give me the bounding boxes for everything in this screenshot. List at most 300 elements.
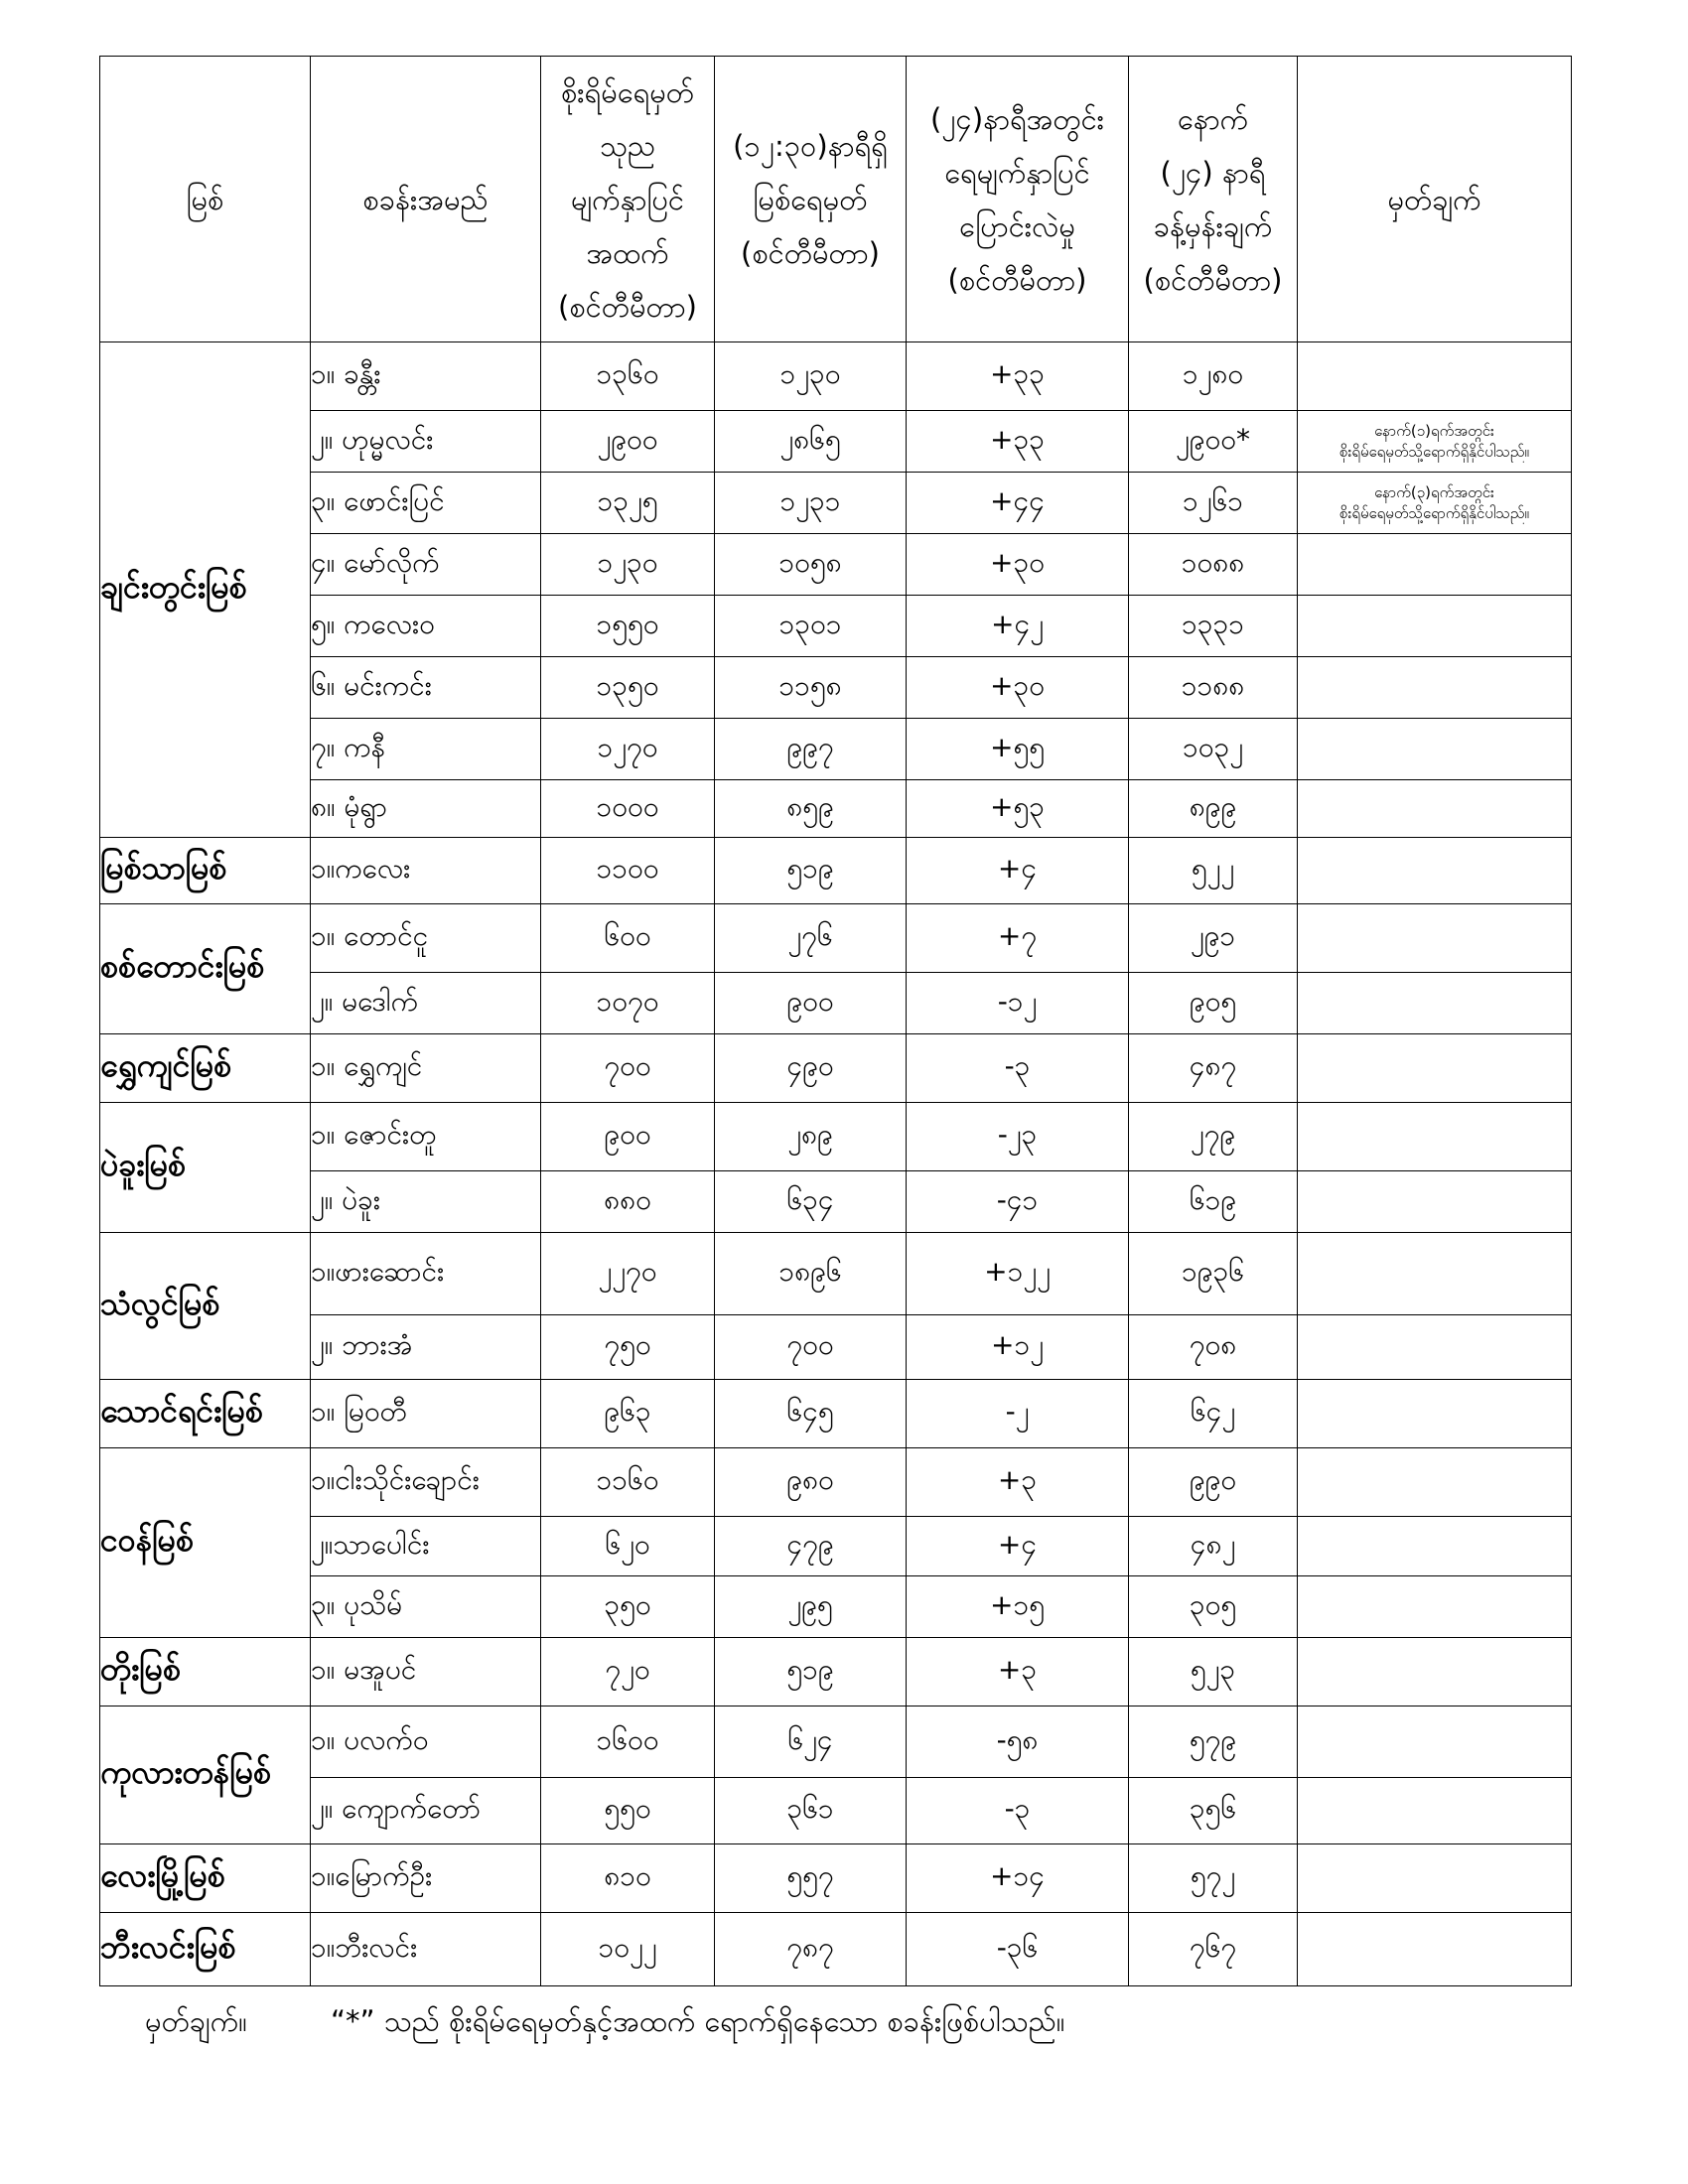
danger-level-cell — [541, 1913, 715, 1986]
header-line: (၂၄) နာရီ — [1160, 155, 1266, 190]
forecast-level: ၄၈၂ — [1190, 1527, 1236, 1561]
level-change: -၅၈ — [996, 1722, 1039, 1756]
water-level: ၂၈၉ — [787, 1118, 833, 1151]
river-name: သောင်ရင်းမြစ် — [100, 1392, 263, 1430]
water-level: ၁၂၃၀ — [779, 357, 841, 390]
danger-level: ၁၃၂၅ — [597, 483, 658, 517]
water-level: ၆၂၄ — [787, 1722, 833, 1756]
station-name: ၁။ငါးသိုင်းချောင်း — [311, 1463, 480, 1496]
station-name-cell — [311, 1315, 541, 1380]
station-name: ၂။ ပဲခူး — [311, 1182, 380, 1216]
header-line: ခန့်မှန်းချက် — [1153, 208, 1273, 243]
river-name-cell — [100, 1448, 311, 1638]
remark-line: နောက်(၃)ရက်အတွင်း — [1374, 482, 1494, 501]
danger-level-cell — [541, 411, 715, 473]
forecast-level: ၁၁၈၈ — [1181, 668, 1245, 702]
station-name: ၁။ဖားဆောင်း — [311, 1255, 445, 1288]
remark-cell — [1298, 1844, 1572, 1913]
remark-line: နောက်(၁)ရက်အတွင်း — [1374, 421, 1494, 440]
forecast-level-cell — [1129, 1233, 1298, 1315]
remark-cell — [1298, 1706, 1572, 1778]
level-change: +၄၄ — [990, 483, 1045, 517]
level-change-cell — [907, 1233, 1129, 1315]
station-name-cell — [311, 1034, 541, 1103]
water-level-cell — [715, 1103, 907, 1171]
header-line: မျက်နှာပြင် — [571, 182, 684, 216]
table-row — [100, 1913, 1572, 1986]
header-line: ပြောင်းလဲမှု — [959, 208, 1075, 243]
level-change: +၃၀ — [990, 545, 1045, 579]
header-line: စခန်းအမည် — [362, 182, 489, 216]
forecast-level-cell — [1129, 1315, 1298, 1380]
header-line: နောက် — [1177, 101, 1249, 136]
forecast-level-cell — [1129, 473, 1298, 534]
station-name: ၁။ကလေး — [311, 852, 411, 885]
table-row — [100, 1638, 1572, 1706]
forecast-level: ၃၅၆ — [1189, 1792, 1237, 1825]
danger-level-cell — [541, 973, 715, 1034]
danger-level-cell — [541, 1380, 715, 1448]
footer-note-text: “*” သည် စိုးရိမ်ရေမှတ်နှင့်အထက် ရောက်ရှိနေသော စခန်းဖြစ်ပါသည်။ — [331, 2004, 1065, 2038]
remark-cell — [1298, 904, 1572, 973]
forecast-level-cell — [1129, 838, 1298, 904]
water-level: ၁၀၅၈ — [778, 545, 842, 579]
water-level-cell — [715, 1233, 907, 1315]
station-name-cell — [311, 657, 541, 719]
danger-level-cell — [541, 1103, 715, 1171]
station-name-cell — [311, 838, 541, 904]
level-change-cell — [907, 473, 1129, 534]
danger-level-cell — [541, 473, 715, 534]
remark-cell — [1298, 534, 1572, 596]
water-level-cell — [715, 1778, 907, 1844]
water-level-cell — [715, 411, 907, 473]
level-change: +၃ — [997, 1463, 1038, 1496]
table-row — [100, 1517, 1572, 1576]
water-level: ၁၂၃၁ — [779, 483, 841, 517]
level-change-cell — [907, 1517, 1129, 1576]
table-row — [100, 1171, 1572, 1233]
forecast-level-cell — [1129, 1844, 1298, 1913]
danger-level: ၈၈၀ — [604, 1182, 651, 1216]
station-name: ၁။ ရွှေကျင် — [311, 1049, 423, 1082]
forecast-level-cell — [1129, 534, 1298, 596]
river-name: လေးမြို့မြစ် — [100, 1856, 225, 1894]
level-change-cell — [907, 973, 1129, 1034]
forecast-level: ၁၂၈၀ — [1182, 357, 1244, 390]
forecast-level: ၉၉၀ — [1189, 1463, 1237, 1496]
water-level: ၂၇၆ — [787, 919, 833, 952]
danger-level: ၆၀၀ — [604, 919, 651, 952]
water-level: ၄၇၉ — [786, 1527, 834, 1561]
table-row — [100, 1233, 1572, 1315]
danger-level-cell — [541, 1517, 715, 1576]
level-change: +၅၅ — [990, 730, 1045, 763]
table-row — [100, 838, 1572, 904]
danger-level: ၂၉၀၀ — [597, 422, 658, 456]
level-change-cell — [907, 1171, 1129, 1233]
level-change: +၁၂၂ — [984, 1255, 1051, 1288]
river-name: သံလွင်မြစ် — [100, 1284, 220, 1322]
remark-cell — [1298, 719, 1572, 780]
forecast-level-cell — [1129, 1380, 1298, 1448]
table-row — [100, 657, 1572, 719]
danger-level: ၆၂၀ — [605, 1527, 650, 1561]
level-change-cell — [907, 780, 1129, 838]
forecast-level: ၁၉၃၆ — [1182, 1255, 1244, 1288]
station-name-cell — [311, 1778, 541, 1844]
water-level-cell — [715, 780, 907, 838]
forecast-level: ၁၀၃၂ — [1182, 730, 1243, 763]
river-name-cell — [100, 1103, 311, 1233]
water-level-cell — [715, 838, 907, 904]
danger-level: ၂၂၇၀ — [598, 1255, 657, 1288]
level-change: +၁၅ — [990, 1587, 1045, 1621]
header-line: မှတ်ချက် — [1387, 182, 1481, 216]
header-level-at-time — [715, 57, 907, 342]
danger-level: ၅၅၀ — [604, 1792, 651, 1825]
danger-level: ၇၂၀ — [605, 1653, 650, 1686]
level-change-cell — [907, 904, 1129, 973]
river-name: ချင်းတွင်းမြစ် — [100, 568, 247, 606]
level-change: +၁၂ — [991, 1328, 1044, 1361]
level-change-cell — [907, 1315, 1129, 1380]
header-remark — [1298, 57, 1572, 342]
river-name-cell — [100, 1844, 311, 1913]
forecast-level-cell — [1129, 973, 1298, 1034]
station-name-cell — [311, 904, 541, 973]
danger-level: ၁၃၅၀ — [596, 668, 659, 702]
danger-level-cell — [541, 1778, 715, 1844]
water-level: ၆၃၄ — [786, 1182, 834, 1216]
table-row — [100, 1844, 1572, 1913]
forecast-level-cell — [1129, 904, 1298, 973]
danger-level-cell — [541, 719, 715, 780]
remark-cell — [1298, 1517, 1572, 1576]
level-change-cell — [907, 342, 1129, 411]
level-change: +၄ — [997, 1527, 1038, 1561]
water-level: ၆၄၅ — [786, 1395, 834, 1428]
forecast-level-cell — [1129, 1576, 1298, 1638]
river-name: ဘီးလင်းမြစ် — [100, 1927, 236, 1966]
header-station — [311, 57, 541, 342]
header-line: (စင်တီမီတာ) — [947, 262, 1087, 297]
station-name: ၂။ ကျောက်တော် — [311, 1792, 482, 1825]
remark-cell — [1298, 973, 1572, 1034]
river-water-level-table — [99, 56, 1572, 1986]
water-level: ၈၅၉ — [786, 789, 834, 823]
station-name-cell — [311, 1638, 541, 1706]
header-forecast-24h — [1129, 57, 1298, 342]
river-name-cell — [100, 838, 311, 904]
danger-level: ၁၂၇၀ — [597, 730, 658, 763]
header-line: မြစ် — [186, 182, 224, 216]
remark-cell — [1298, 838, 1572, 904]
table-row — [100, 1315, 1572, 1380]
level-change: -၃ — [1004, 1792, 1031, 1825]
river-name-cell — [100, 1233, 311, 1380]
station-name-cell — [311, 411, 541, 473]
danger-level-cell — [541, 596, 715, 657]
header-line: (စင်တီမီတာ) — [1143, 262, 1283, 297]
remark-cell — [1298, 1103, 1572, 1171]
station-name: ၁။ မအူပင် — [311, 1653, 417, 1686]
forecast-level-cell — [1129, 1171, 1298, 1233]
danger-level-cell — [541, 1315, 715, 1380]
forecast-level-cell — [1129, 596, 1298, 657]
remark-line: စိုးရိမ်ရေမှတ်သို့ရောက်ရှိနိုင်ပါသည်။ — [1339, 503, 1529, 522]
river-name-cell — [100, 1034, 311, 1103]
station-name: ၁။ မြဝတီ — [311, 1395, 407, 1428]
danger-level: ၁၁၀၀ — [596, 852, 659, 885]
level-change: -၄၁ — [996, 1182, 1039, 1216]
forecast-level: ၁၂၆၁ — [1182, 483, 1243, 517]
river-name-cell — [100, 1380, 311, 1448]
footer-note-label: မှတ်ချက်။ — [145, 2004, 247, 2038]
river-name: မြစ်သာမြစ် — [100, 849, 227, 887]
forecast-level: ၅၂၂ — [1191, 852, 1235, 885]
level-change: +၁၄ — [990, 1859, 1045, 1892]
table-row — [100, 904, 1572, 973]
level-change: +၃၃ — [990, 422, 1045, 456]
station-name: ၁။ တောင်ငူ — [311, 919, 429, 952]
water-level: ၉၈၀ — [786, 1463, 834, 1496]
water-level-cell — [715, 1380, 907, 1448]
station-name-cell — [311, 534, 541, 596]
station-name: ၄။ မော်လိုက် — [311, 545, 440, 579]
remark-cell — [1298, 1448, 1572, 1517]
danger-level-cell — [541, 534, 715, 596]
header-line: ရေမျက်နှာပြင် — [944, 155, 1090, 190]
forecast-level-cell — [1129, 1638, 1298, 1706]
table-row — [100, 1448, 1572, 1517]
station-name: ၃။ ပုသိမ် — [311, 1587, 403, 1621]
header-line: (၂၄)နာရီအတွင်း — [929, 101, 1105, 136]
table-row — [100, 411, 1572, 473]
danger-level-cell — [541, 1706, 715, 1778]
level-change: -၂၃ — [997, 1118, 1038, 1151]
danger-level: ၁၁၆၀ — [596, 1463, 659, 1496]
forecast-level: ၈၉၉ — [1189, 789, 1237, 823]
station-name: ၁။ ပလက်ဝ — [311, 1722, 429, 1756]
level-change: -၃ — [1004, 1049, 1031, 1082]
level-change-cell — [907, 1034, 1129, 1103]
table-row — [100, 1576, 1572, 1638]
forecast-level: ၅၇၂ — [1190, 1859, 1236, 1892]
level-change: +၃ — [997, 1653, 1038, 1686]
water-level-cell — [715, 1034, 907, 1103]
water-level: ၅၅၇ — [786, 1859, 834, 1892]
table-row — [100, 473, 1572, 534]
water-level: ၁၃၀၁ — [778, 607, 842, 640]
forecast-level-cell — [1129, 1448, 1298, 1517]
remark-cell — [1298, 342, 1572, 411]
station-name-cell — [311, 973, 541, 1034]
danger-level-cell — [541, 1448, 715, 1517]
water-level: ၄၉၀ — [786, 1049, 834, 1082]
water-level-cell — [715, 1706, 907, 1778]
danger-level-cell — [541, 342, 715, 411]
forecast-level-cell — [1129, 780, 1298, 838]
table-row — [100, 1706, 1572, 1778]
danger-level: ၇၀၀ — [604, 1049, 651, 1082]
remark-cell — [1298, 1315, 1572, 1380]
station-name: ၂။သာပေါင်း — [311, 1527, 430, 1561]
header-line: မြစ်ရေမှတ် — [753, 182, 868, 216]
forecast-level-cell — [1129, 1103, 1298, 1171]
station-name: ၈။ မုံရွာ — [311, 789, 387, 823]
forecast-level: ၂၇၉ — [1190, 1118, 1236, 1151]
table-row — [100, 1034, 1572, 1103]
station-name: ၁။ ခန္တီး — [311, 357, 381, 390]
forecast-level: ၅၂၃ — [1190, 1653, 1236, 1686]
river-name: ကုလားတန်မြစ် — [100, 1753, 271, 1791]
forecast-level-cell — [1129, 1913, 1298, 1986]
header-river — [100, 57, 311, 342]
station-name-cell — [311, 1517, 541, 1576]
level-change-cell — [907, 1576, 1129, 1638]
forecast-level-cell — [1129, 342, 1298, 411]
water-level-cell — [715, 473, 907, 534]
danger-level-cell — [541, 838, 715, 904]
danger-level-cell — [541, 904, 715, 973]
level-change: -၁၂ — [997, 984, 1038, 1018]
level-change-cell — [907, 1448, 1129, 1517]
level-change-cell — [907, 1706, 1129, 1778]
station-name-cell — [311, 1171, 541, 1233]
level-change-cell — [907, 596, 1129, 657]
station-name-cell — [311, 1103, 541, 1171]
river-name: တိုးမြစ် — [100, 1650, 181, 1688]
forecast-level-cell — [1129, 1517, 1298, 1576]
forecast-level: ၃၀၅ — [1189, 1587, 1237, 1621]
water-level-cell — [715, 534, 907, 596]
station-name-cell — [311, 1576, 541, 1638]
table-row — [100, 1380, 1572, 1448]
table-row — [100, 1103, 1572, 1171]
water-level-cell — [715, 1844, 907, 1913]
remark-cell — [1298, 596, 1572, 657]
header-line: သုည — [599, 128, 656, 163]
level-change-cell — [907, 838, 1129, 904]
table-row — [100, 534, 1572, 596]
forecast-level-cell — [1129, 1034, 1298, 1103]
level-change: +၄ — [997, 852, 1038, 885]
danger-level: ၃၅၀ — [604, 1587, 651, 1621]
danger-level: ၁၀၂၂ — [598, 1930, 657, 1964]
water-level-cell — [715, 1913, 907, 1986]
forecast-level-cell — [1129, 411, 1298, 473]
level-change: -၂ — [1005, 1395, 1030, 1428]
forecast-level: ၉၀၅ — [1189, 984, 1237, 1018]
danger-level: ၁၂၃၀ — [597, 545, 658, 579]
danger-level-cell — [541, 780, 715, 838]
header-change-24h — [907, 57, 1129, 342]
station-name-cell — [311, 719, 541, 780]
station-name-cell — [311, 596, 541, 657]
danger-level: ၇၅၀ — [604, 1328, 651, 1361]
remark-cell — [1298, 780, 1572, 838]
forecast-level: ၂၉၀၀* — [1175, 422, 1250, 456]
level-change-cell — [907, 1638, 1129, 1706]
header-line: အထက် — [586, 235, 669, 270]
remark-cell — [1298, 1913, 1572, 1986]
station-name: ၁။ဘီးလင်း — [311, 1930, 418, 1964]
table-body — [100, 342, 1572, 1986]
water-level-cell — [715, 342, 907, 411]
danger-level: ၈၁၀ — [604, 1859, 651, 1892]
level-change-cell — [907, 1380, 1129, 1448]
remark-cell — [1298, 1233, 1572, 1315]
water-level: ၁၁၅၈ — [778, 668, 842, 702]
station-name-cell — [311, 1844, 541, 1913]
water-level: ၂၈၆၅ — [779, 422, 841, 456]
remark-cell — [1298, 1576, 1572, 1638]
station-name-cell — [311, 473, 541, 534]
station-name-cell — [311, 1448, 541, 1517]
danger-level: ၉၀၀ — [604, 1118, 651, 1151]
water-level-cell — [715, 1448, 907, 1517]
level-change: +၅၃ — [990, 789, 1045, 823]
water-level: ၇၈၇ — [786, 1930, 834, 1964]
station-name-cell — [311, 1706, 541, 1778]
station-name-cell — [311, 1233, 541, 1315]
remark-cell — [1298, 1638, 1572, 1706]
station-name-cell — [311, 342, 541, 411]
header-danger-level — [541, 57, 715, 342]
forecast-level: ၁၀၈၈ — [1181, 545, 1245, 579]
danger-level-cell — [541, 1171, 715, 1233]
station-name: ၁။ ဇောင်းတူ — [311, 1118, 437, 1151]
water-level-cell — [715, 1315, 907, 1380]
danger-level: ၉၆၃ — [604, 1395, 651, 1428]
station-name-cell — [311, 1380, 541, 1448]
table-header — [100, 57, 1572, 342]
station-name: ၂။ ဘားအံ — [311, 1328, 413, 1361]
water-level: ၃၆၁ — [786, 1792, 834, 1825]
danger-level-cell — [541, 1844, 715, 1913]
river-name-cell — [100, 904, 311, 1034]
remark-cell — [1298, 411, 1572, 473]
remark-cell — [1298, 657, 1572, 719]
level-change-cell — [907, 1103, 1129, 1171]
river-name-cell — [100, 342, 311, 838]
header-line: (စင်တီမီတာ) — [558, 289, 697, 324]
station-name-cell — [311, 780, 541, 838]
station-name: ၁။မြောက်ဦး — [311, 1859, 433, 1892]
station-name-cell — [311, 1913, 541, 1986]
forecast-level: ၁၃၃၁ — [1182, 607, 1244, 640]
forecast-level-cell — [1129, 657, 1298, 719]
river-name: ရွှေကျင်မြစ် — [100, 1046, 232, 1084]
water-level: ၂၉၅ — [787, 1587, 833, 1621]
remark-line: စိုးရိမ်ရေမှတ်သို့ရောက်ရှိနိုင်ပါသည်။ — [1339, 442, 1529, 461]
forecast-level: ၇၆၇ — [1189, 1930, 1237, 1964]
danger-level: ၁၆၀၀ — [596, 1722, 659, 1756]
water-level: ၇၀၀ — [786, 1328, 834, 1361]
level-change-cell — [907, 534, 1129, 596]
forecast-level: ၇၀၈ — [1189, 1328, 1237, 1361]
table-row — [100, 973, 1572, 1034]
forecast-level-cell — [1129, 1706, 1298, 1778]
header-line: (၁၂:၃၀)နာရီရှိ — [733, 128, 888, 163]
level-change-cell — [907, 411, 1129, 473]
remark-cell — [1298, 473, 1572, 534]
level-change-cell — [907, 1913, 1129, 1986]
station-name: ၃။ ဖောင်းပြင် — [311, 483, 445, 517]
water-level: ၉၀၀ — [786, 984, 834, 1018]
table-row — [100, 719, 1572, 780]
